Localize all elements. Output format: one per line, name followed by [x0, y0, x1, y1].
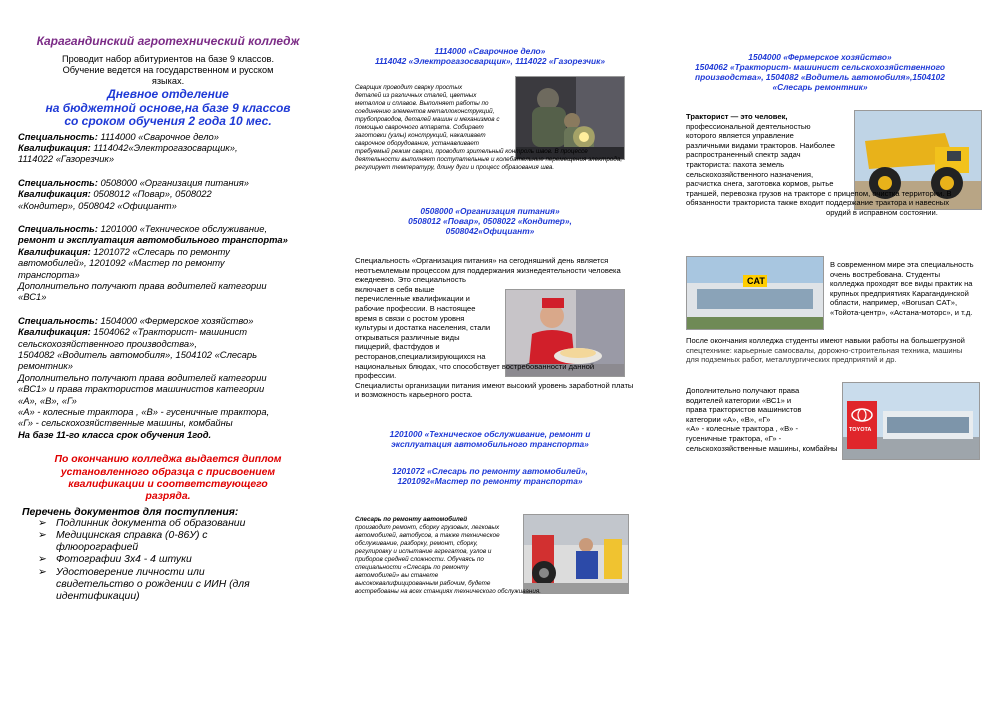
- welding-heading: 1114000 «Сварочное дело» 1114042 «Электрогазосварщик», 1114022 «Газорезчик»: [374, 46, 606, 66]
- list-item: ➢ Подлинник документа об образовании: [38, 517, 246, 529]
- modern-text: В современном мире эта специальность очень востребована. Студенты колледжа проходят все виды практик на крупных предприятиях Карагандинской области, например, «Borusan CAT», «Тойота-центр», «Астана-моторс», и т.д.: [830, 260, 974, 317]
- intro-text: Проводит набор абитуриентов на базе 9 классов. Обучение ведется на государственном и русском языках.: [61, 54, 274, 86]
- specialty-welding: Специальность: 1114000 «Сварочное дело» Квалификация: 1114042«Электрогазосварщик», 1114022 «Газорезчик»: [18, 130, 238, 165]
- after-graduation-text: После окончания колледжа студенты имеют навыки работы на большегрузной спецтехнике: карьерные самосвалы, дорожно-строительная техника, машины для подземных работ, металлургических предприятий и др.: [686, 336, 965, 365]
- list-item: ➢ Фотографии 3х4 - 4 штуки: [38, 554, 192, 566]
- day-department-heading: Дневное отделение на бюджетной основе,на базе 9 классов со сроком обучения 2 года 10 мес.: [45, 87, 291, 128]
- list-item: ➢ Медицинская справка (0-86У) с флюорографией: [38, 530, 208, 554]
- toyota-center-photo: [842, 382, 980, 460]
- toyota-logo-text: TOYOTA: [849, 427, 872, 433]
- auto-text: Слесарь по ремонту автомобилей производит ремонт, сборку грузовых, легковых автомобилей, автобусов, а также техническое обслуживание, разборку, ремонт, сборку, регулировку и испытание агрегатов, узлов и приборов средней сложности. Обучаясь по специальности «Слесарь по ремонту автомобилей» вы станете высококвалифицированным рабочим, будете востребованы на всех станциях технического обслуживания.: [355, 516, 541, 595]
- auto-heading: 1201000 «Техническое обслуживание, ремонт и эксплуатация автомобильного транспорта»: [389, 429, 591, 449]
- arrow-bullet-icon: ➢: [38, 530, 47, 542]
- tractor-text: Тракторист — это человек, профессиональной деятельностью которого является управление различными видами тракторов. Наиболее распространенный спектр задач тракториста: пахота земель сельскохозяйственного назначения, расчистка снега, заготовка кормов, рытье траншей, перевозка грузов на тракторе с прицепом, очистка территории. В обязанности тракториста также входит поддержание трактора и навесных орудий в исправном состоянии.: [686, 112, 986, 218]
- diploma-notice: По окончанию колледжа выдается диплом установленного образца с присвоением квалификации и соответствующего разряда.: [54, 454, 282, 503]
- arrow-bullet-icon: ➢: [38, 517, 47, 529]
- welding-text: Сварщик проводит сварку простых деталей из различных сталей, цветных металлов и сплавов. Выполняет работы по соединению элементов металлоконструкций, трубопроводов, деталей машин и механизмов с помощью сварочного аппарата. Собирает заготовки (узлы) конструкций, накаливает сварочное оборудование, устанавливает требуемый режим сварки, проводит зрительный контроль швов. В процессе деятельности выполняет поступательные и колебательные перемещения электрода, регулирует температуру, длину дуги и процесс образования шва.: [355, 84, 623, 171]
- auto-qualification-heading: 1201072 «Слесарь по ремонту автомобилей», 1201092«Мастер по ремонту транспорта»: [392, 466, 588, 486]
- farm-heading: 1504000 «Фермерское хозяйство» 1504062 «Тракторист- машинист сельскохозяйственного производства», 1504082 «Водитель автомобиля»,1504102 «Слесарь ремонтник»: [695, 52, 945, 92]
- extra-rights-text: Дополнительно получают права водителей категории «ВС1» и права трактористов машинистов категории «А», «В», «Г» «А» - колесные трактора , «В» - гусеничные трактора, «Г» - сельскохозяйственные машины, комбайны: [686, 386, 838, 453]
- college-title: Карагандинский агротехнический колледж: [36, 34, 300, 48]
- documents-list: [18, 518, 318, 603]
- borusan-cat-photo: [686, 256, 824, 330]
- column-1: [18, 34, 318, 603]
- arrow-bullet-icon: ➢: [38, 566, 47, 578]
- documents-title: Перечень документов для поступления:: [22, 506, 239, 518]
- tractor-line: Тракторист — это человек,: [686, 112, 788, 121]
- column-2: [345, 46, 635, 666]
- specialty-farm: Специальность: 1504000 «Фермерское хозяйство» Квалификация: 1504062 «Тракторист- машинист сельскохозяйственного производства», 1504082 «Водитель автомобиля», 1504102 «Слесарь ремонтник» Дополнительно получают права водителей категории «ВС1» и права трактористов машинистов категории «А», «В», «Г» «А» - колесные трактора , «В» - гусеничные трактора, «Г» - сельскохозяйственные машины, комбайны На базе 11-го класса срок обучения 1год.: [18, 314, 270, 440]
- specialty-food: Специальность: 0508000 «Организация питания» Квалификация: 0508012 «Повар», 0508022 «Кондитер», 0508042 «Официант»: [18, 176, 249, 211]
- food-text: Специальность «Организация питания» на сегодняшний день является неотъемлемым процессом для поддержания жизнедеятельности человека ежедневно. Это специальность включает в себя выше перечисленные квалификации и рабочие профессии. В настоящее время в связи с ростом уровня культуры и достатка населения, стали открываться различные виды пиццерий, фастфудов и ресторанов,специализирующихся на национальных блюдах, что способствует востребованности данной профессии. Специалисты организации питания имеют высокий уровень заработной платы и возможность карьерного роста.: [355, 256, 634, 400]
- cat-logo-text: CAT: [747, 276, 765, 286]
- column-3: [660, 52, 980, 672]
- specialty-auto: Специальность: 1201000 «Техническое обслуживание, ремонт и эксплуатация автомобильного транспорта» Квалификация: 1201072 «Слесарь по ремонту автомобилей», 1201092 «Мастер по ремонту транспорта» Дополнительно получают права водителей категории «ВС1»: [18, 222, 288, 303]
- list-item: ➢ Удостоверение личности или свидетельство о рождении с ИИН (для идентификации): [38, 566, 250, 603]
- arrow-bullet-icon: ➢: [38, 554, 47, 566]
- food-heading: 0508000 «Организация питания» 0508012 «Повар», 0508022 «Кондитер», 0508042«Официант»: [408, 206, 572, 236]
